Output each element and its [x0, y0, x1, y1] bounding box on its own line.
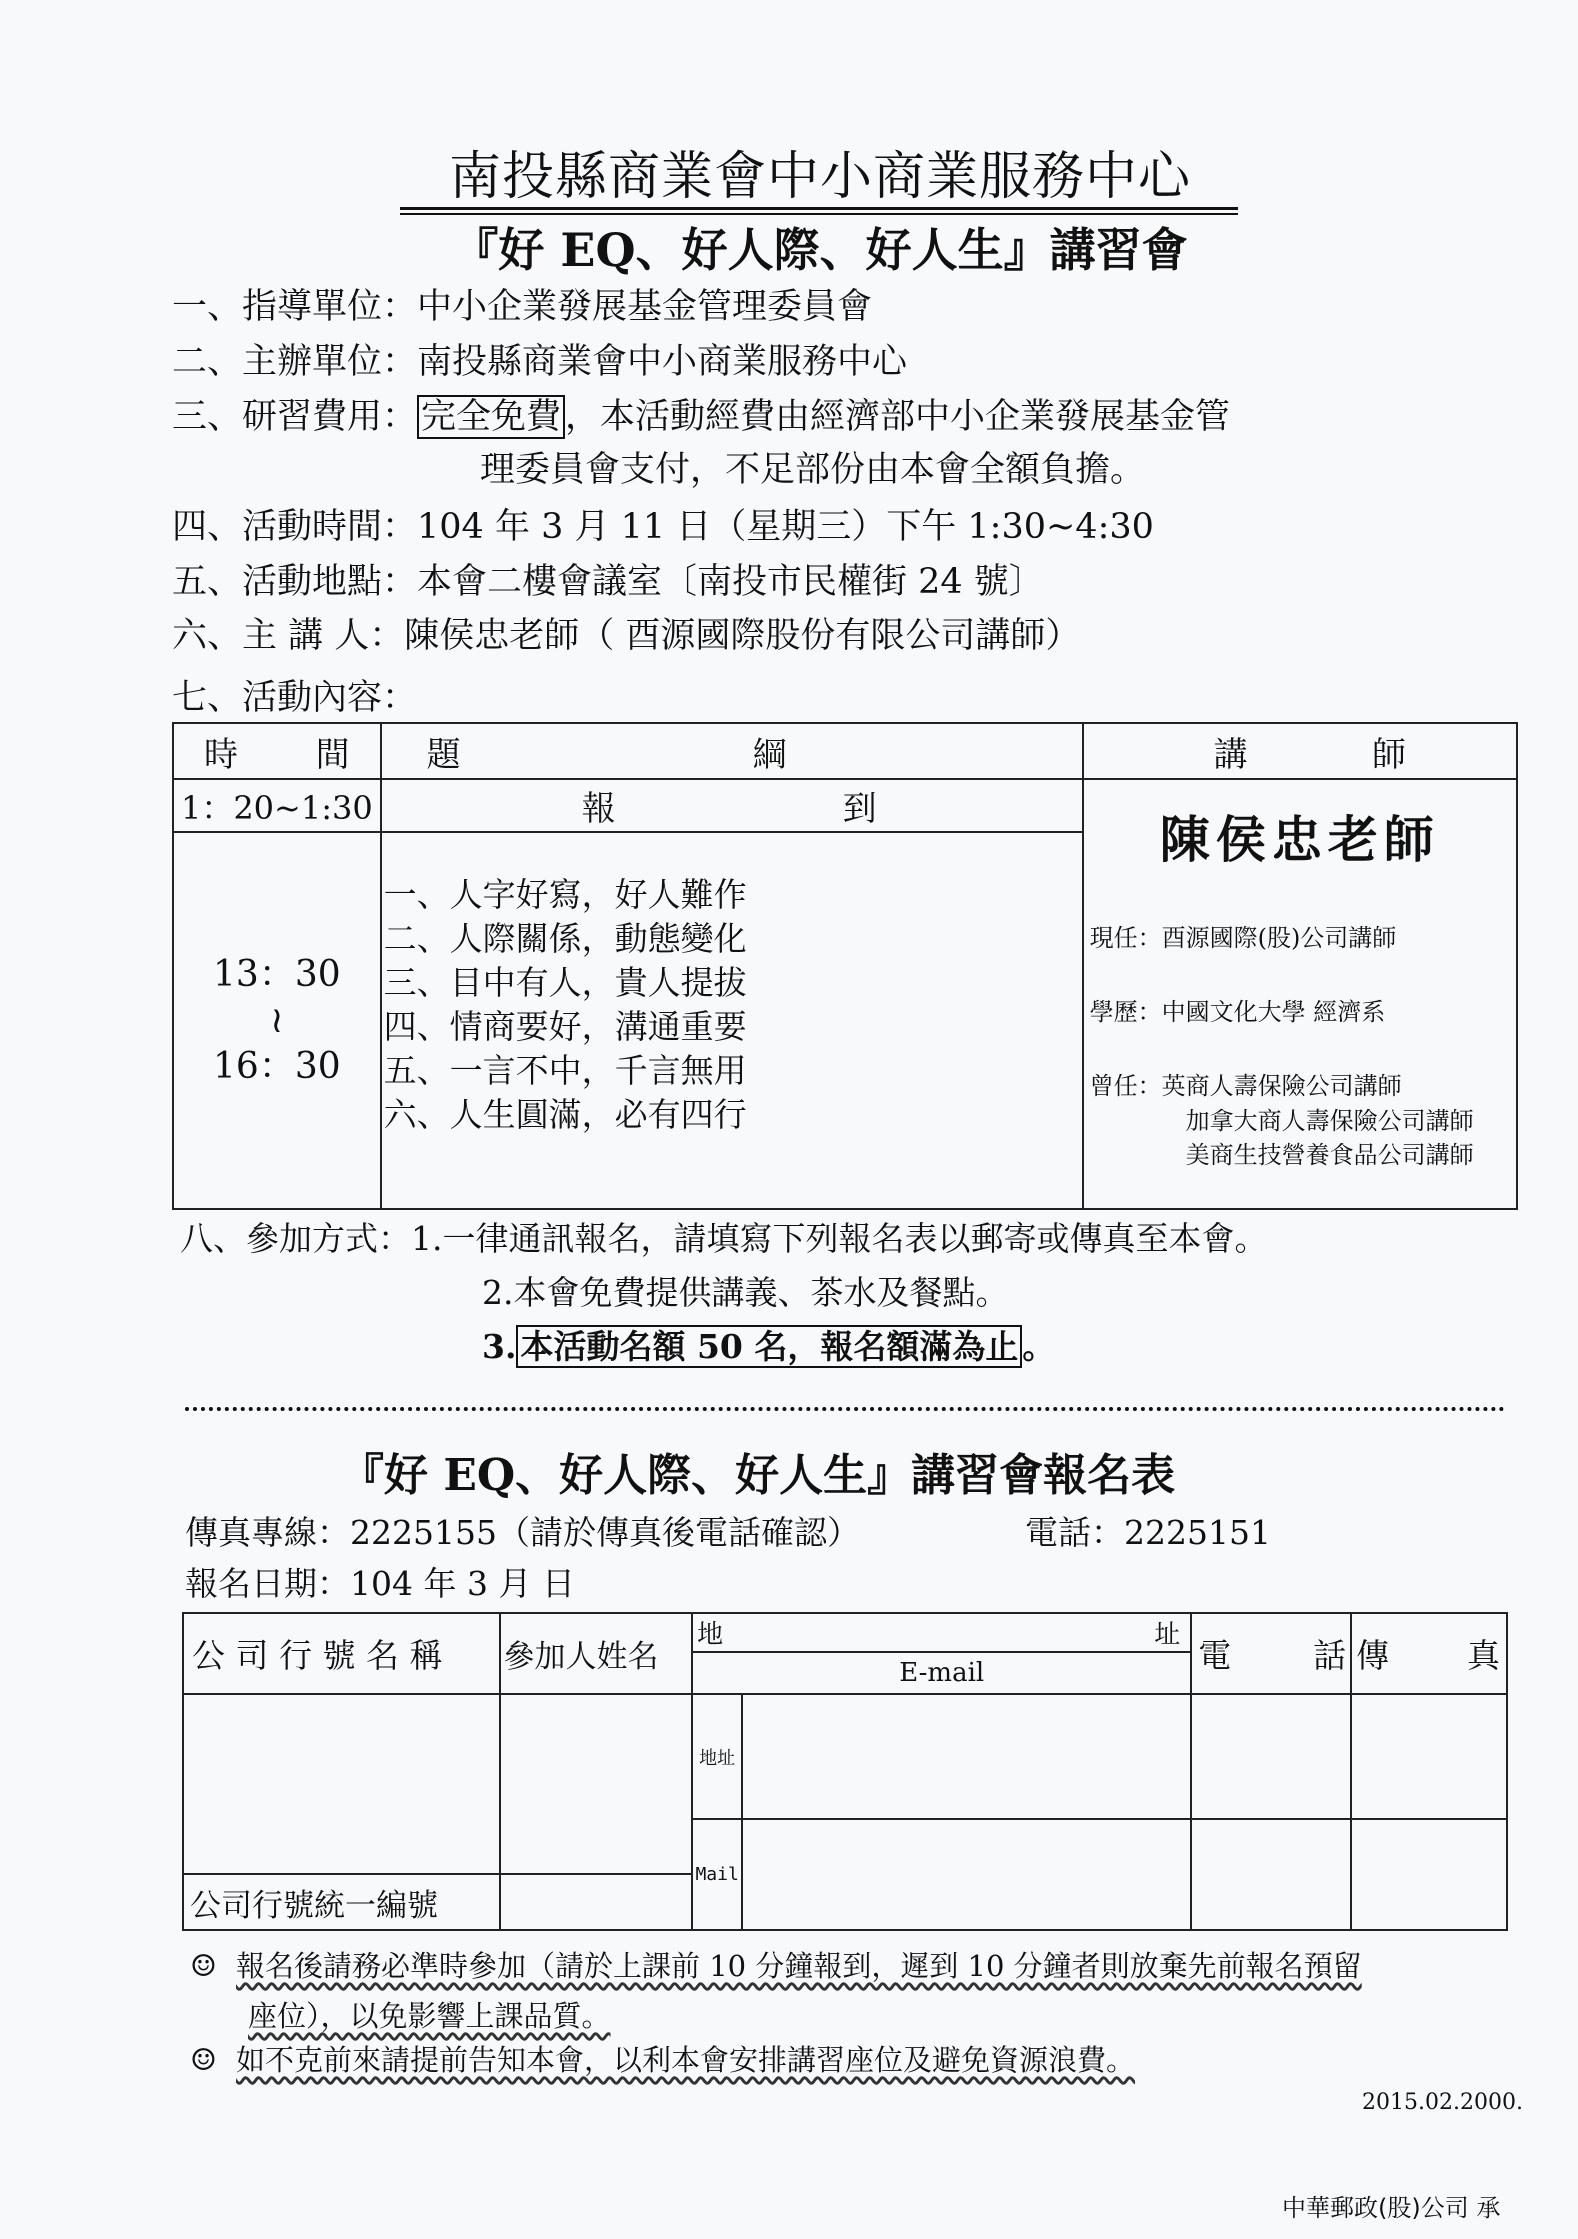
item-label: 三、研習費用：: [172, 397, 418, 437]
item-value: 南投縣商業會中小商業服務中心: [417, 342, 908, 382]
participation-item2: 2.本會免費提供講義、茶水及餐點。: [482, 1273, 1009, 1312]
teacher-current: 現任：酉源國際(股)公司講師: [1089, 924, 1397, 952]
item-fee-continued: 理委員會支付，不足部份由本會全額負擔。: [480, 450, 1146, 490]
item-value: 本會二樓會議室〔南投市民權街 24 號〕: [417, 562, 1044, 602]
participation-label: 八、參加方式：: [180, 1219, 411, 1258]
note-1: ☺ 報名後請務必準時參加（請於上課前 10 分鐘報到，遲到 10 分鐘者則放棄先前報名預留: [190, 1949, 1362, 1984]
former-2: 加拿大商人壽保險公司講師: [1185, 1107, 1474, 1135]
note-1-continued: 座位），以免影響上課品質。: [248, 1999, 611, 2033]
title-underline: [400, 213, 1238, 215]
phone-field-2[interactable]: [1191, 1819, 1351, 1930]
header-time: 時 間: [173, 723, 381, 779]
participation-item1: 八、參加方式：1.一律通訊報名，請填寫下列報名表以郵寄或傳真至本會。: [180, 1219, 1268, 1258]
mail-label: Mail: [692, 1819, 742, 1930]
col-address: 地 址: [692, 1613, 1191, 1652]
item-fee: [172, 395, 1230, 439]
fax-field[interactable]: [1351, 1694, 1507, 1819]
topic-item: 二、人際關係，動態變化: [383, 919, 747, 958]
session-topics: [381, 832, 1083, 1209]
header-topic: 題 綱: [381, 723, 1083, 779]
participation-item3: 3. 本活動名額 50 名，報名額滿為止 。: [482, 1327, 1056, 1366]
item-value: 中小企業發展基金管理委員會: [417, 287, 873, 327]
print-code: 2015.02.2000.: [1362, 2090, 1523, 2115]
topic-item: 六、人生圓滿，必有四行: [383, 1095, 747, 1134]
schedule-header-row: [173, 723, 1517, 779]
checkin-time: 1：20~1:30: [173, 779, 381, 832]
event-title: 『好 EQ、好人際、好人生』講習會: [452, 223, 1188, 277]
checkin-label: 報 到: [381, 779, 1083, 832]
teacher-name: 陳侯忠老師: [1159, 810, 1440, 869]
item-value: ，本活動經費由經濟部中小企業發展基金管: [565, 397, 1231, 437]
phone-field[interactable]: [1191, 1694, 1351, 1819]
item-speaker: [172, 614, 1080, 658]
title-underline: [400, 207, 1238, 210]
col-email: E-mail: [692, 1652, 1191, 1694]
tax-id-label: 公司行號統一編號: [183, 1874, 500, 1930]
postal-imprint: 中華郵政(股)公司 承: [1282, 2194, 1501, 2222]
item-label: 二、主辦單位：: [172, 342, 418, 382]
session-time: [173, 832, 381, 1209]
item-label: 六、主 講 人：: [172, 616, 405, 656]
attendee-name-field[interactable]: [500, 1694, 692, 1874]
capacity-notice: 本活動名額 50 名，報名額滿為止: [516, 1325, 1022, 1368]
item-label: 五、活動地點：: [172, 562, 418, 602]
session-end: 16：30: [213, 1045, 341, 1087]
email-field[interactable]: [742, 1819, 1191, 1930]
item-label: 七、活動內容：: [172, 678, 418, 718]
teacher-cell: [1083, 779, 1517, 1209]
item-content: [172, 676, 417, 720]
item-value: 104 年 3 月 11 日（星期三）下午 1:30~4:30: [417, 507, 1154, 547]
schedule-row-checkin: [173, 779, 1517, 832]
schedule-table: [172, 722, 1518, 1210]
phone-line: 電話：2225151: [1025, 1513, 1271, 1552]
item-label: 一、指導單位：: [172, 287, 418, 327]
registration-date: 報名日期：104 年 3 月 日: [185, 1564, 575, 1603]
item-location: [172, 560, 1044, 604]
address-field[interactable]: [742, 1694, 1191, 1819]
former-1: 英商人壽保險公司講師: [1161, 1072, 1402, 1100]
fax-field-2[interactable]: [1351, 1819, 1507, 1930]
smiley-icon: ☺: [190, 2043, 217, 2078]
topic-item: 一、人字好寫，好人難作: [383, 875, 747, 914]
col-fax: 傳 真: [1351, 1613, 1507, 1694]
teacher-former: 曾任：英商人壽保險公司講師 加拿大商人壽保險公司講師 美商生技營養食品公司講師: [1090, 1068, 1516, 1172]
topic-item: 四、情商要好，溝通重要: [383, 1007, 747, 1046]
fee-free-badge: 完全免費: [417, 395, 565, 439]
organization-title: 南投縣商業會中小商業服務中心: [448, 147, 1191, 207]
note-2: ☺ 如不克前來請提前告知本會，以利本會安排講習座位及避免資源浪費。: [190, 2043, 1136, 2078]
session-start: 13：30: [213, 953, 341, 995]
address-label: 地址: [692, 1694, 742, 1819]
col-attendee-name: 參加人姓名: [500, 1613, 692, 1694]
smiley-icon: ☺: [190, 1949, 217, 1984]
fax-line: 傳真專線：2225155（請於傳真後電話確認）: [185, 1513, 860, 1552]
cut-line-divider: [185, 1407, 1505, 1411]
col-company-name: 公 司 行 號 名 稱: [183, 1613, 500, 1694]
item-guidance: [172, 285, 872, 329]
item-label: 四、活動時間：: [172, 507, 418, 547]
company-name-field[interactable]: [183, 1694, 500, 1874]
tax-id-field[interactable]: [500, 1874, 692, 1930]
registration-form-table: [182, 1612, 1508, 1931]
item-time: [172, 505, 1154, 549]
topic-item: 五、一言不中，千言無用: [383, 1051, 747, 1090]
teacher-education: 學歷：中國文化大學 經濟系: [1089, 998, 1386, 1026]
header-teacher: 講 師: [1083, 723, 1517, 779]
item-organizer: [172, 340, 907, 384]
topic-item: 三、目中有人，貴人提拔: [383, 963, 747, 1002]
former-3: 美商生技營養食品公司講師: [1185, 1141, 1474, 1169]
item-value: 陳侯忠老師（ 酉源國際股份有限公司講師）: [404, 616, 1081, 656]
col-phone: 電 話: [1191, 1613, 1351, 1694]
session-tilde: ≀: [270, 999, 284, 1041]
form-title: 『好 EQ、好人際、好人生』講習會報名表: [340, 1450, 1176, 1501]
